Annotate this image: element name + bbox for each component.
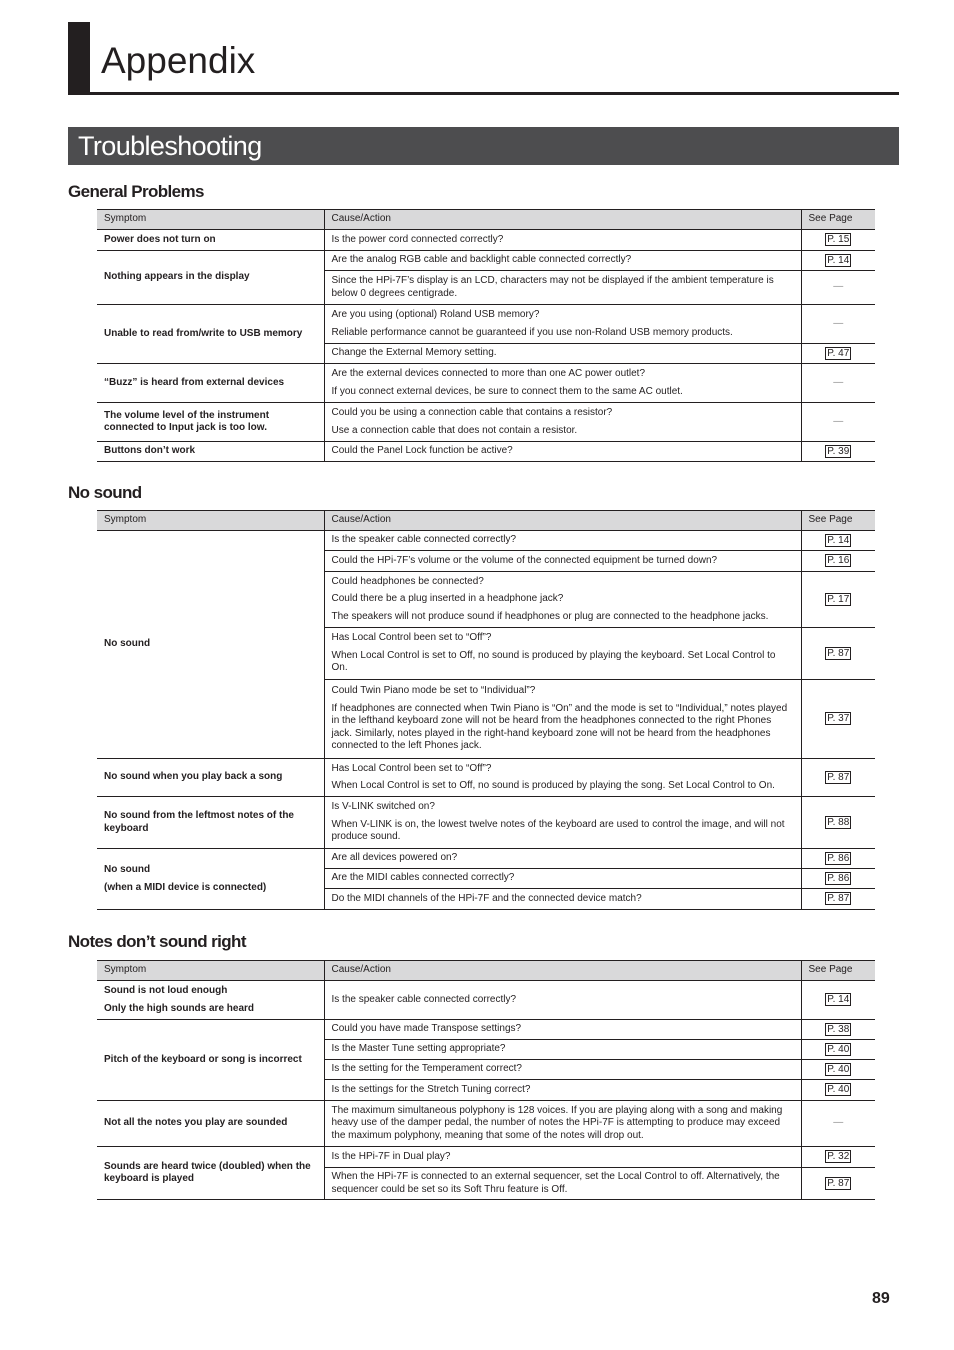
page-cell <box>801 849 875 869</box>
cause-cell: Could you have made Transpose settings? <box>324 1020 801 1040</box>
cause-line: Reliable performance cannot be guaranteed if you use non-Roland USB memory products. <box>331 326 733 338</box>
symptom-line: No sound <box>104 864 151 875</box>
no-sound-table <box>97 510 875 910</box>
cause-line: Could Twin Piano mode be set to “Individual”? <box>331 685 536 697</box>
cause-cell: Is the setting for the Temperament correct? <box>324 1060 801 1080</box>
see-page-header: See Page <box>801 210 875 230</box>
page-cell <box>801 551 875 572</box>
cause-cell: Are the MIDI cables connected correctly? <box>324 869 801 889</box>
page-cell <box>801 981 875 1020</box>
cause-line: Are you using (optional) Roland USB memory? <box>331 309 540 320</box>
symptom-line: Sound is not loud enough <box>104 985 228 996</box>
page-cell <box>801 889 875 910</box>
cause-cell <box>324 628 801 680</box>
cause-cell <box>324 572 801 628</box>
table-row <box>97 305 875 344</box>
symptom-cell: No sound from the leftmost notes of the keyboard <box>97 797 324 849</box>
cause-cell <box>324 680 801 759</box>
page-cell <box>801 797 875 849</box>
page-title: Appendix <box>101 40 256 81</box>
cause-cell: Since the HPi-7F’s display is an LCD, characters may not be displayed if the ambient temperature is below 0 degrees centigrade. <box>324 271 801 305</box>
cause-cell: Is the settings for the Stretch Tuning correct? <box>324 1080 801 1101</box>
page-ref-link[interactable]: P. 86 <box>827 872 850 884</box>
cause-cell: Is the speaker cable connected correctly? <box>324 531 801 551</box>
page-ref-link[interactable]: P. 87 <box>827 1177 850 1189</box>
page-cell <box>801 271 875 305</box>
no-page-dash: — <box>833 415 844 427</box>
cause-cell: Is the Master Tune setting appropriate? <box>324 1040 801 1060</box>
page-cell <box>801 403 875 442</box>
symptom-line: (when a MIDI device is connected) <box>104 881 267 893</box>
see-page-header: See Page <box>801 511 875 531</box>
symptom-cell: Pitch of the keyboard or song is incorrect <box>97 1020 324 1101</box>
page-cell <box>801 680 875 759</box>
cause-line: Are the external devices connected to more than one AC power outlet? <box>331 368 646 379</box>
cause-cell: Is the HPi-7F in Dual play? <box>324 1147 801 1168</box>
cause-line: Could you be using a connection cable that contains a resistor? <box>331 407 613 418</box>
page-cell <box>801 531 875 551</box>
symptom-cell: The volume level of the instrument connected to Input jack is too low. <box>97 403 324 442</box>
cause-cell: Is the speaker cable connected correctly? <box>324 981 801 1020</box>
table-header <box>97 511 875 531</box>
table-row <box>97 981 875 1020</box>
cause-line: Could headphones be connected? <box>331 575 484 587</box>
cause-cell <box>324 364 801 403</box>
page-cell <box>801 251 875 271</box>
cause-line: Could there be a plug inserted in a headphone jack? <box>331 593 564 605</box>
symptom-line: Only the high sounds are heard <box>104 1002 255 1014</box>
cause-header: Cause/Action <box>324 961 801 981</box>
symptom-cell <box>97 981 324 1020</box>
cause-header: Cause/Action <box>324 210 801 230</box>
page-ref-link[interactable]: P. 40 <box>827 1043 850 1055</box>
page-ref-link[interactable]: P. 14 <box>827 534 850 546</box>
symptom-cell: No sound <box>97 531 324 759</box>
page-cell <box>801 1040 875 1060</box>
no-page-dash: — <box>833 1117 844 1129</box>
see-page-header: See Page <box>801 961 875 981</box>
cause-cell: Could the Panel Lock function be active? <box>324 442 801 462</box>
cause-line: When V-LINK is on, the lowest twelve notes of the keyboard are used to control the image, and will not produce sound. <box>331 818 785 843</box>
cause-cell: The maximum simultaneous polyphony is 128 voices. If you are playing along with a song and making heavy use of the damper pedal, the number of notes the HPi-7F is attempting to produce may exceed the maximum polyphony, meaning that some of the notes will drop out. <box>324 1101 801 1147</box>
page-cell <box>801 759 875 797</box>
page-cell <box>801 442 875 462</box>
page-ref-link[interactable]: P. 38 <box>827 1023 850 1035</box>
page-cell <box>801 1020 875 1040</box>
header-bar <box>68 22 90 94</box>
table-row <box>97 442 875 462</box>
page-cell <box>801 1060 875 1080</box>
no-page-dash: — <box>833 317 844 329</box>
page-ref-link[interactable]: P. 15 <box>827 234 850 246</box>
table-row <box>97 849 875 869</box>
symptom-cell: Sounds are heard twice (doubled) when the keyboard is played <box>97 1147 324 1200</box>
symptom-header: Symptom <box>97 511 324 531</box>
symptom-cell: No sound when you play back a song <box>97 759 324 797</box>
cause-cell: Are all devices powered on? <box>324 849 801 869</box>
cause-line: If headphones are connected when Twin Piano is “On” and the mode is set to “Individual,” notes played in the lefthand keyboard zone will not be heard from the headphones connected to the right Phones jack. Similarly, notes played in the right-hand keyboard zone will not be heard from the headphones connected to the left Phones jack. <box>331 702 788 752</box>
page-cell <box>801 364 875 403</box>
cause-cell: Change the External Memory setting. <box>324 344 801 364</box>
page-cell <box>801 1147 875 1168</box>
page-cell <box>801 1168 875 1200</box>
general-problems-table <box>97 209 875 462</box>
page-ref-link[interactable]: P. 16 <box>827 555 850 567</box>
page-ref-link[interactable]: P. 32 <box>827 1151 850 1163</box>
symptom-cell: Nothing appears in the display <box>97 251 324 305</box>
table-row <box>97 1020 875 1040</box>
table-header <box>97 210 875 230</box>
cause-line: Has Local Control been set to “Off”? <box>331 632 492 644</box>
cause-line: Use a connection cable that does not contain a resistor. <box>331 424 578 436</box>
cause-cell: Do the MIDI channels of the HPi-7F and the connected device match? <box>324 889 801 910</box>
page-ref-link[interactable]: P. 40 <box>827 1084 850 1096</box>
page-ref-link[interactable]: P. 88 <box>827 816 850 828</box>
table-row <box>97 797 875 849</box>
header-rule <box>68 92 899 95</box>
cause-header: Cause/Action <box>324 511 801 531</box>
page-ref-link[interactable]: P. 37 <box>827 713 850 725</box>
symptom-header: Symptom <box>97 961 324 981</box>
page-cell <box>801 572 875 628</box>
page-ref-link[interactable]: P. 86 <box>827 852 850 864</box>
page-ref-link[interactable]: P. 87 <box>827 647 850 659</box>
notes-heading: Notes don’t sound right <box>68 932 246 951</box>
page-ref-link[interactable]: P. 87 <box>827 893 850 905</box>
no-page-dash: — <box>833 281 844 293</box>
table-row <box>97 403 875 442</box>
cause-line: Has Local Control been set to “Off”? <box>331 762 492 774</box>
cause-cell <box>324 797 801 849</box>
cause-line: The speakers will not produce sound if headphones or plug are connected to the headphone jacks. <box>331 610 769 622</box>
cause-cell <box>324 305 801 344</box>
page-cell <box>801 230 875 251</box>
cause-cell <box>324 403 801 442</box>
page-cell <box>801 344 875 364</box>
symptom-cell: Power does not turn on <box>97 230 324 251</box>
page-cell <box>801 1080 875 1101</box>
page-cell <box>801 305 875 344</box>
cause-cell: Could the HPi-7F’s volume or the volume of the connected equipment be turned down? <box>324 551 801 572</box>
cause-line: Is V-LINK switched on? <box>331 801 435 813</box>
symptom-cell: Not all the notes you play are sounded <box>97 1101 324 1147</box>
table-row <box>97 364 875 403</box>
cause-cell <box>324 759 801 797</box>
table-header <box>97 961 875 981</box>
table-row <box>97 251 875 271</box>
page-ref-link[interactable]: P. 40 <box>827 1063 850 1075</box>
general-problems-heading: General Problems <box>68 182 204 201</box>
cause-line: When Local Control is set to Off, no sound is produced by playing the song. Set Local Control to On. <box>331 780 775 791</box>
no-sound-heading: No sound <box>68 483 142 502</box>
cause-cell: Are the analog RGB cable and backlight cable connected correctly? <box>324 251 801 271</box>
table-row <box>97 759 875 797</box>
page-ref-link[interactable]: P. 14 <box>827 994 850 1006</box>
symptom-cell: Buttons don’t work <box>97 442 324 462</box>
page-ref-link[interactable]: P. 14 <box>827 254 850 266</box>
page-number: 89 <box>872 1290 890 1307</box>
symptom-cell: Unable to read from/write to USB memory <box>97 305 324 364</box>
table-row <box>97 1147 875 1168</box>
page-cell <box>801 628 875 680</box>
page-ref-link[interactable]: P. 87 <box>827 771 850 783</box>
page-ref-link[interactable]: P. 39 <box>827 445 850 457</box>
symptom-cell: “Buzz” is heard from external devices <box>97 364 324 403</box>
no-page-dash: — <box>833 376 844 388</box>
cause-cell: When the HPi-7F is connected to an external sequencer, set the Local Control to off. Alternatively, the sequencer could be set so its Soft Thru feature is Off. <box>324 1168 801 1200</box>
page-ref-link[interactable]: P. 17 <box>827 593 850 605</box>
symptom-header: Symptom <box>97 210 324 230</box>
notes-table <box>97 960 875 1200</box>
cause-line: When Local Control is set to Off, no sound is produced by playing the keyboard. Set Local Control to On. <box>331 649 776 674</box>
table-row <box>97 531 875 551</box>
table-row <box>97 230 875 251</box>
symptom-cell <box>97 849 324 910</box>
cause-cell: Is the power cord connected correctly? <box>324 230 801 251</box>
page-cell <box>801 1101 875 1147</box>
section-title: Troubleshooting <box>78 131 262 161</box>
page-ref-link[interactable]: P. 47 <box>827 347 850 359</box>
page-cell <box>801 869 875 889</box>
cause-line: If you connect external devices, be sure to connect them to the same AC outlet. <box>331 385 683 397</box>
table-row <box>97 1101 875 1147</box>
